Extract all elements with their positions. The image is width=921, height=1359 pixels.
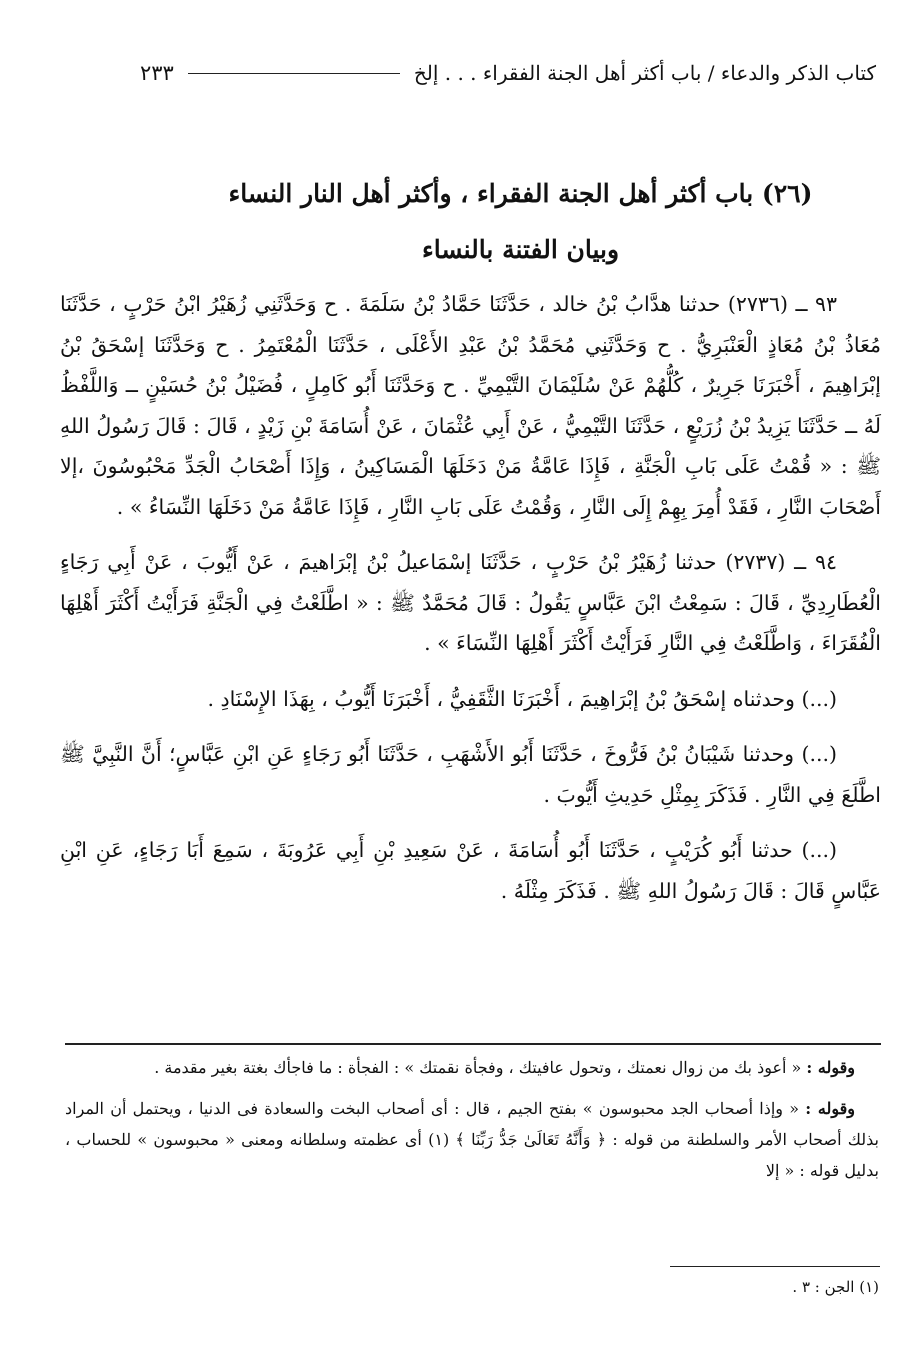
commentary-paragraph xyxy=(65,1052,879,1083)
chapter-heading-line-1: (٢٦) باب أكثر أهل الجنة الفقراء ، وأكثر أهل النار النساء xyxy=(228,179,813,208)
chapter-heading-line-2: وبيان الفتنة بالنساء xyxy=(421,235,620,264)
hadith-paragraph: ٩٣ ــ (٢٧٣٦) حدثنا هدَّابُ بْنُ خالد ، حَدَّثَنَا حَمَّادُ بْنُ سَلَمَةَ . ح وَحَدَّثَنِي زُهَيْرُ ابْنُ حَرْبٍ ، حَدَّثَنَا مُعَاذُ بْنُ مُعَاذٍ الْعَنْبَرِيُّ . ح وَحَدَّثَنِي مُحَمَّدُ بْنُ عَبْدِ الأَعْلَى ، حَدَّثَنَا الْمُعْتَمِرُ . ح وَحَدَّثَنَا إسْحَقُ بْنُ إبْرَاهِيمَ ، أَخْبَرَنَا جَرِيرٌ ، كُلُّهُمْ عَنْ سُلَيْمَانَ التَّيْمِيِّ . ح وَحَدَّثَنَا أَبُو كَامِلٍ ، فُضَيْلُ بْنُ حُسَيْنٍ ــ وَاللَّفْظُ لَهُ ــ حَدَّثَنَا يَزِيدُ بْنُ زُرَيْعٍ ، حَدَّثَنَا التَّيْمِيُّ ، عَنْ أَبِي عُثْمَانَ ، عَنْ أُسَامَةَ بْنِ زَيْدٍ ، قَالَ : قَالَ رَسُولُ اللهِ ﷺ : « قُمْتُ عَلَى بَابِ الْجَنَّةِ ، فَإِذَا عَامَّةُ مَنْ دَخَلَهَا الْمَسَاكِينُ ، وَإِذَا أَصْحَابُ الْجَدِّ مَحْبُوسُونَ ،إلا أَصْحَابَ النَّارِ ، فَقَدْ أُمِرَ بِهِمْ إِلَى النَّارِ ، وَقُمْتُ عَلَى بَابِ النَّارِ ، فَإِذَا عَامَّةُ مَنْ دَخَلَهَا النِّسَاءُ » . xyxy=(60,292,881,519)
footnote-rule xyxy=(670,1266,880,1267)
hadith-paragraph: (...) وحدثناه إسْحَقُ بْنُ إبْرَاهِيمَ ، أَخْبَرَنَا الثَّقَفِيُّ ، أَخْبَرَنَا أَيُّوبُ ، بِهَذَا الإِسْنَادِ . xyxy=(207,686,837,711)
page-number: ٢٣٣ xyxy=(140,61,174,85)
header-rule xyxy=(188,73,400,74)
commentary-text: « أعوذ بك من زوال نعمتك ، وتحول عافيتك ، وفجأة نقمتك » : الفجأة : ما فاجأك بغتة بغير مقدمة . xyxy=(154,1058,802,1077)
hadith-paragraph: (...) حدثنا أَبُو كُرَيْبٍ ، حَدَّثَنَا أَبُو أُسَامَةَ ، عَنْ سَعِيدِ بْنِ أَبِي عَرُوبَةَ ، سَمِعَ أَبَا رَجَاءٍ، عَنِ ابْنِ عَبَّاسٍ قَالَ : قَالَ رَسُولُ اللهِ ﷺ . فَذَكَرَ مِثْلَهُ . xyxy=(60,838,881,903)
chapter-heading xyxy=(180,166,861,278)
commentary-paragraph xyxy=(65,1093,879,1186)
main-text xyxy=(60,284,881,926)
commentary xyxy=(65,1052,879,1196)
hadith-paragraph: (...) وحدثنا شَيْبَانُ بْنُ فَرُّوخَ ، حَدَّثَنَا أَبُو الأَشْهَبِ ، حَدَّثَنَا أَبُو رَجَاءٍ عَنِ ابْنِ عَبَّاسٍ؛ أَنَّ النَّبِيَّ ﷺ اطَّلَعَ فِي النَّارِ . فَذَكَرَ بِمِثْلِ حَدِيثِ أَيُّوبَ . xyxy=(60,742,881,807)
running-title: كتاب الذكر والدعاء / باب أكثر أهل الجنة الفقراء . . . إلخ xyxy=(413,61,876,85)
running-header xyxy=(140,56,876,90)
commentary-lead: وقوله : xyxy=(805,1099,855,1118)
commentary-text: « وإذا أصحاب الجد محبوسون » بفتح الجيم ، قال : أى أصحاب البخت والسعادة فى الدنيا ، ويحتمل أن المراد بذلك أصحاب الأمر والسلطنة من قوله : ﴿ وَأَنَّهُ تَعَالَىٰ جَدُّ رَبِّنَا ﴾ (١) أى عظمته وسلطانه ومعنى « محبوسون » للحساب ، بدليل قوله : « إلا xyxy=(65,1099,880,1180)
footnote: (١) الجن : ٣ . xyxy=(792,1278,879,1296)
commentary-divider xyxy=(65,1043,881,1045)
commentary-lead: وقوله : xyxy=(806,1058,855,1077)
hadith-paragraph: ٩٤ ــ (٢٧٣٧) حدثنا زُهَيْرُ بْنُ حَرْبٍ ، حَدَّثَنَا إسْمَاعيلُ بْنُ إبْرَاهيمَ ، عَنْ أَيُّوبَ ، عَنْ أَبِي رَجَاءٍ الْعُطَارِدِيِّ ، قَالَ : سَمِعْتُ ابْنَ عَبَّاسٍ يَقُولُ : قَالَ مُحَمَّدٌ ﷺ : « اطَّلَعْتُ فِي الْجَنَّةِ فَرَأَيْتُ أَكْثَرَ أَهْلِهَا الْفُقَرَاءَ ، وَاطَّلَعْتُ فِي النَّارِ فَرَأَيْتُ أَكْثَرَ أَهْلِهَا النِّسَاءَ » . xyxy=(60,550,881,655)
